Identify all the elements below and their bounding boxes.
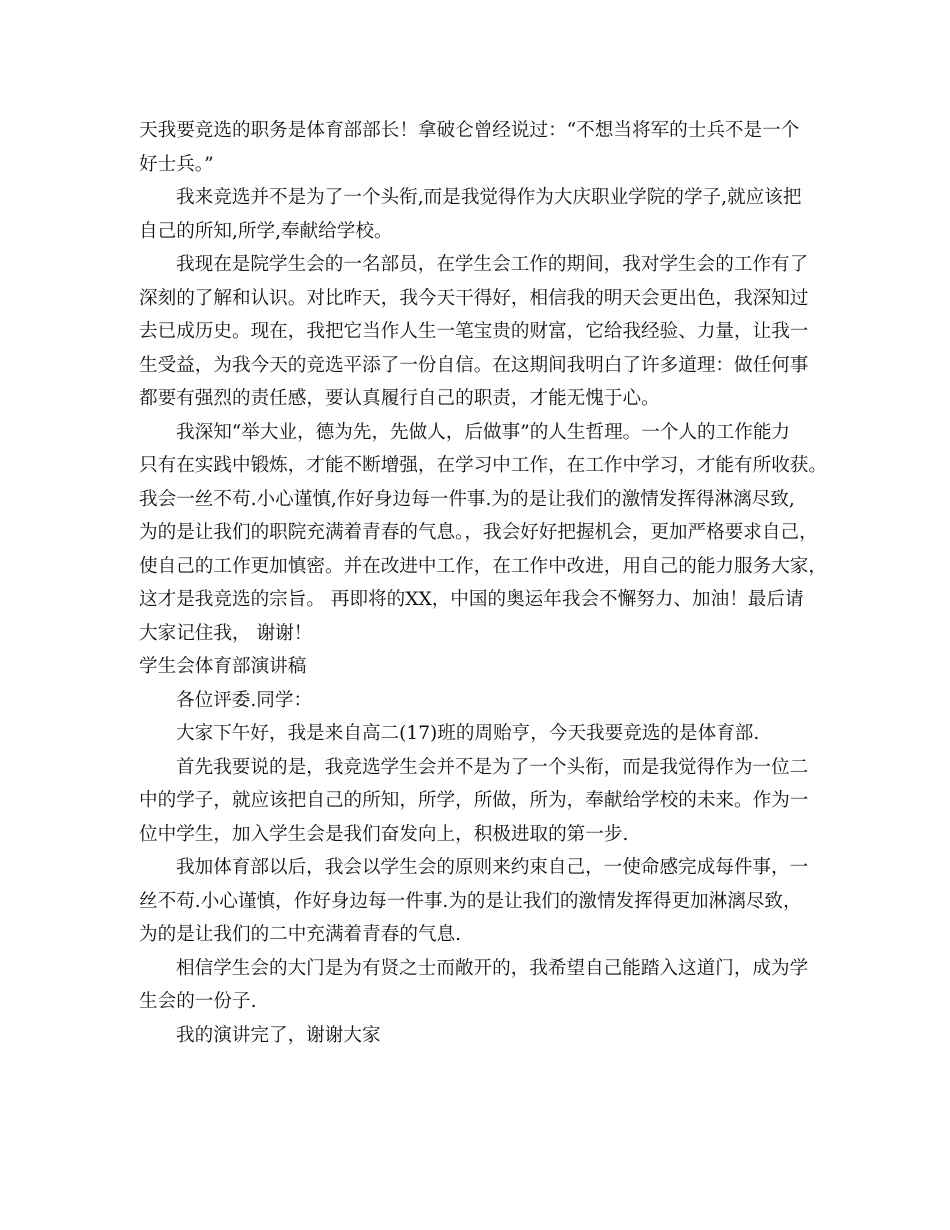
text-line: 只有在实践中锻炼，才能不断增强，在学习中工作，在工作中学习，才能有所收获。 — [139, 455, 827, 476]
text-line: 各位评委.同学： — [176, 689, 313, 711]
text-line: 位中学生，加入学生会是我们奋发向上，积极进取的第一步. — [139, 823, 629, 845]
document-body — [139, 114, 827, 1052]
text-line: 丝不苟.小心谨慎，作好身边每一件事.为的是让我们的激情发挥得更加淋漓尽致， — [139, 890, 802, 912]
text-line: 首先我要说的是，我竞选学生会并不是为了一个头衔，而是我觉得作为一位二 — [176, 756, 809, 778]
text-line: 我的演讲完了，谢谢大家 — [176, 1024, 381, 1046]
text-line: 这才是我竞选的宗旨。 再即将的XX，中国的奥运年我会不懈努力、加油！最后请 — [139, 589, 804, 610]
text-line: 中的学子，就应该把自己的所知，所学，所做，所为，奉献给学校的未来。作为一 — [139, 790, 809, 811]
section-title: 学生会体育部演讲稿 — [139, 656, 307, 677]
text-line: 大家下午好，我是来自高二(17)班的周贻亨，今天我要竞选的是体育部. — [176, 723, 760, 744]
text-line: 为的是让我们的二中充满着青春的气息. — [139, 924, 462, 945]
text-line: 为的是让我们的职院充满着青春的气息。，我会好好把握机会，更加严格要求自己， — [139, 522, 818, 543]
text-line: 使自己的工作更加慎密。并在改进中工作，在工作中改进，用自己的能力服务大家， — [139, 555, 827, 577]
text-line: 去已成历史。现在，我把它当作人生一笔宝贵的财富，它给我经验、力量，让我一 — [139, 321, 809, 342]
text-line: 天我要竞选的职务是体育部部长！拿破仑曾经说过：“不想当将军的士兵不是一个 — [139, 120, 800, 141]
text-line: 我会一丝不苟.小心谨慎,作好身边每一件事.为的是让我们的激情发挥得淋漓尽致, — [139, 488, 795, 510]
text-line: 相信学生会的大门是为有贤之士而敞开的，我希望自己能踏入这道门，成为学 — [176, 957, 809, 979]
text-line: 好士兵。” — [139, 153, 214, 175]
text-line: 我来竞选并不是为了一个头衔,而是我觉得作为大庆职业学院的学子,就应该把 — [176, 187, 802, 208]
text-line: 自己的所知,所学,奉献给学校。 — [139, 220, 393, 242]
text-line: 我现在是院学生会的一名部员，在学生会工作的期间，我对学生会的工作有了 — [176, 254, 809, 275]
text-line: 我加体育部以后，我会以学生会的原则来约束自己，一使命感完成每件事，一 — [176, 857, 809, 878]
text-line: 深刻的了解和认识。对比昨天，我今天干得好，相信我的明天会更出色，我深知过 — [139, 287, 809, 309]
text-line: 我深知“举大业，德为先，先做人，后做事”的人生哲理。一个人的工作能力 — [176, 421, 791, 443]
text-line: 大家记住我， 谢谢！ — [139, 622, 313, 644]
text-line: 生受益，为我今天的竞选平添了一份自信。在这期间我明白了许多道理：做任何事 — [139, 354, 809, 376]
text-line: 都要有强烈的责任感，要认真履行自己的职责，才能无愧于心。 — [139, 388, 660, 409]
text-line: 生会的一份子. — [139, 991, 257, 1012]
